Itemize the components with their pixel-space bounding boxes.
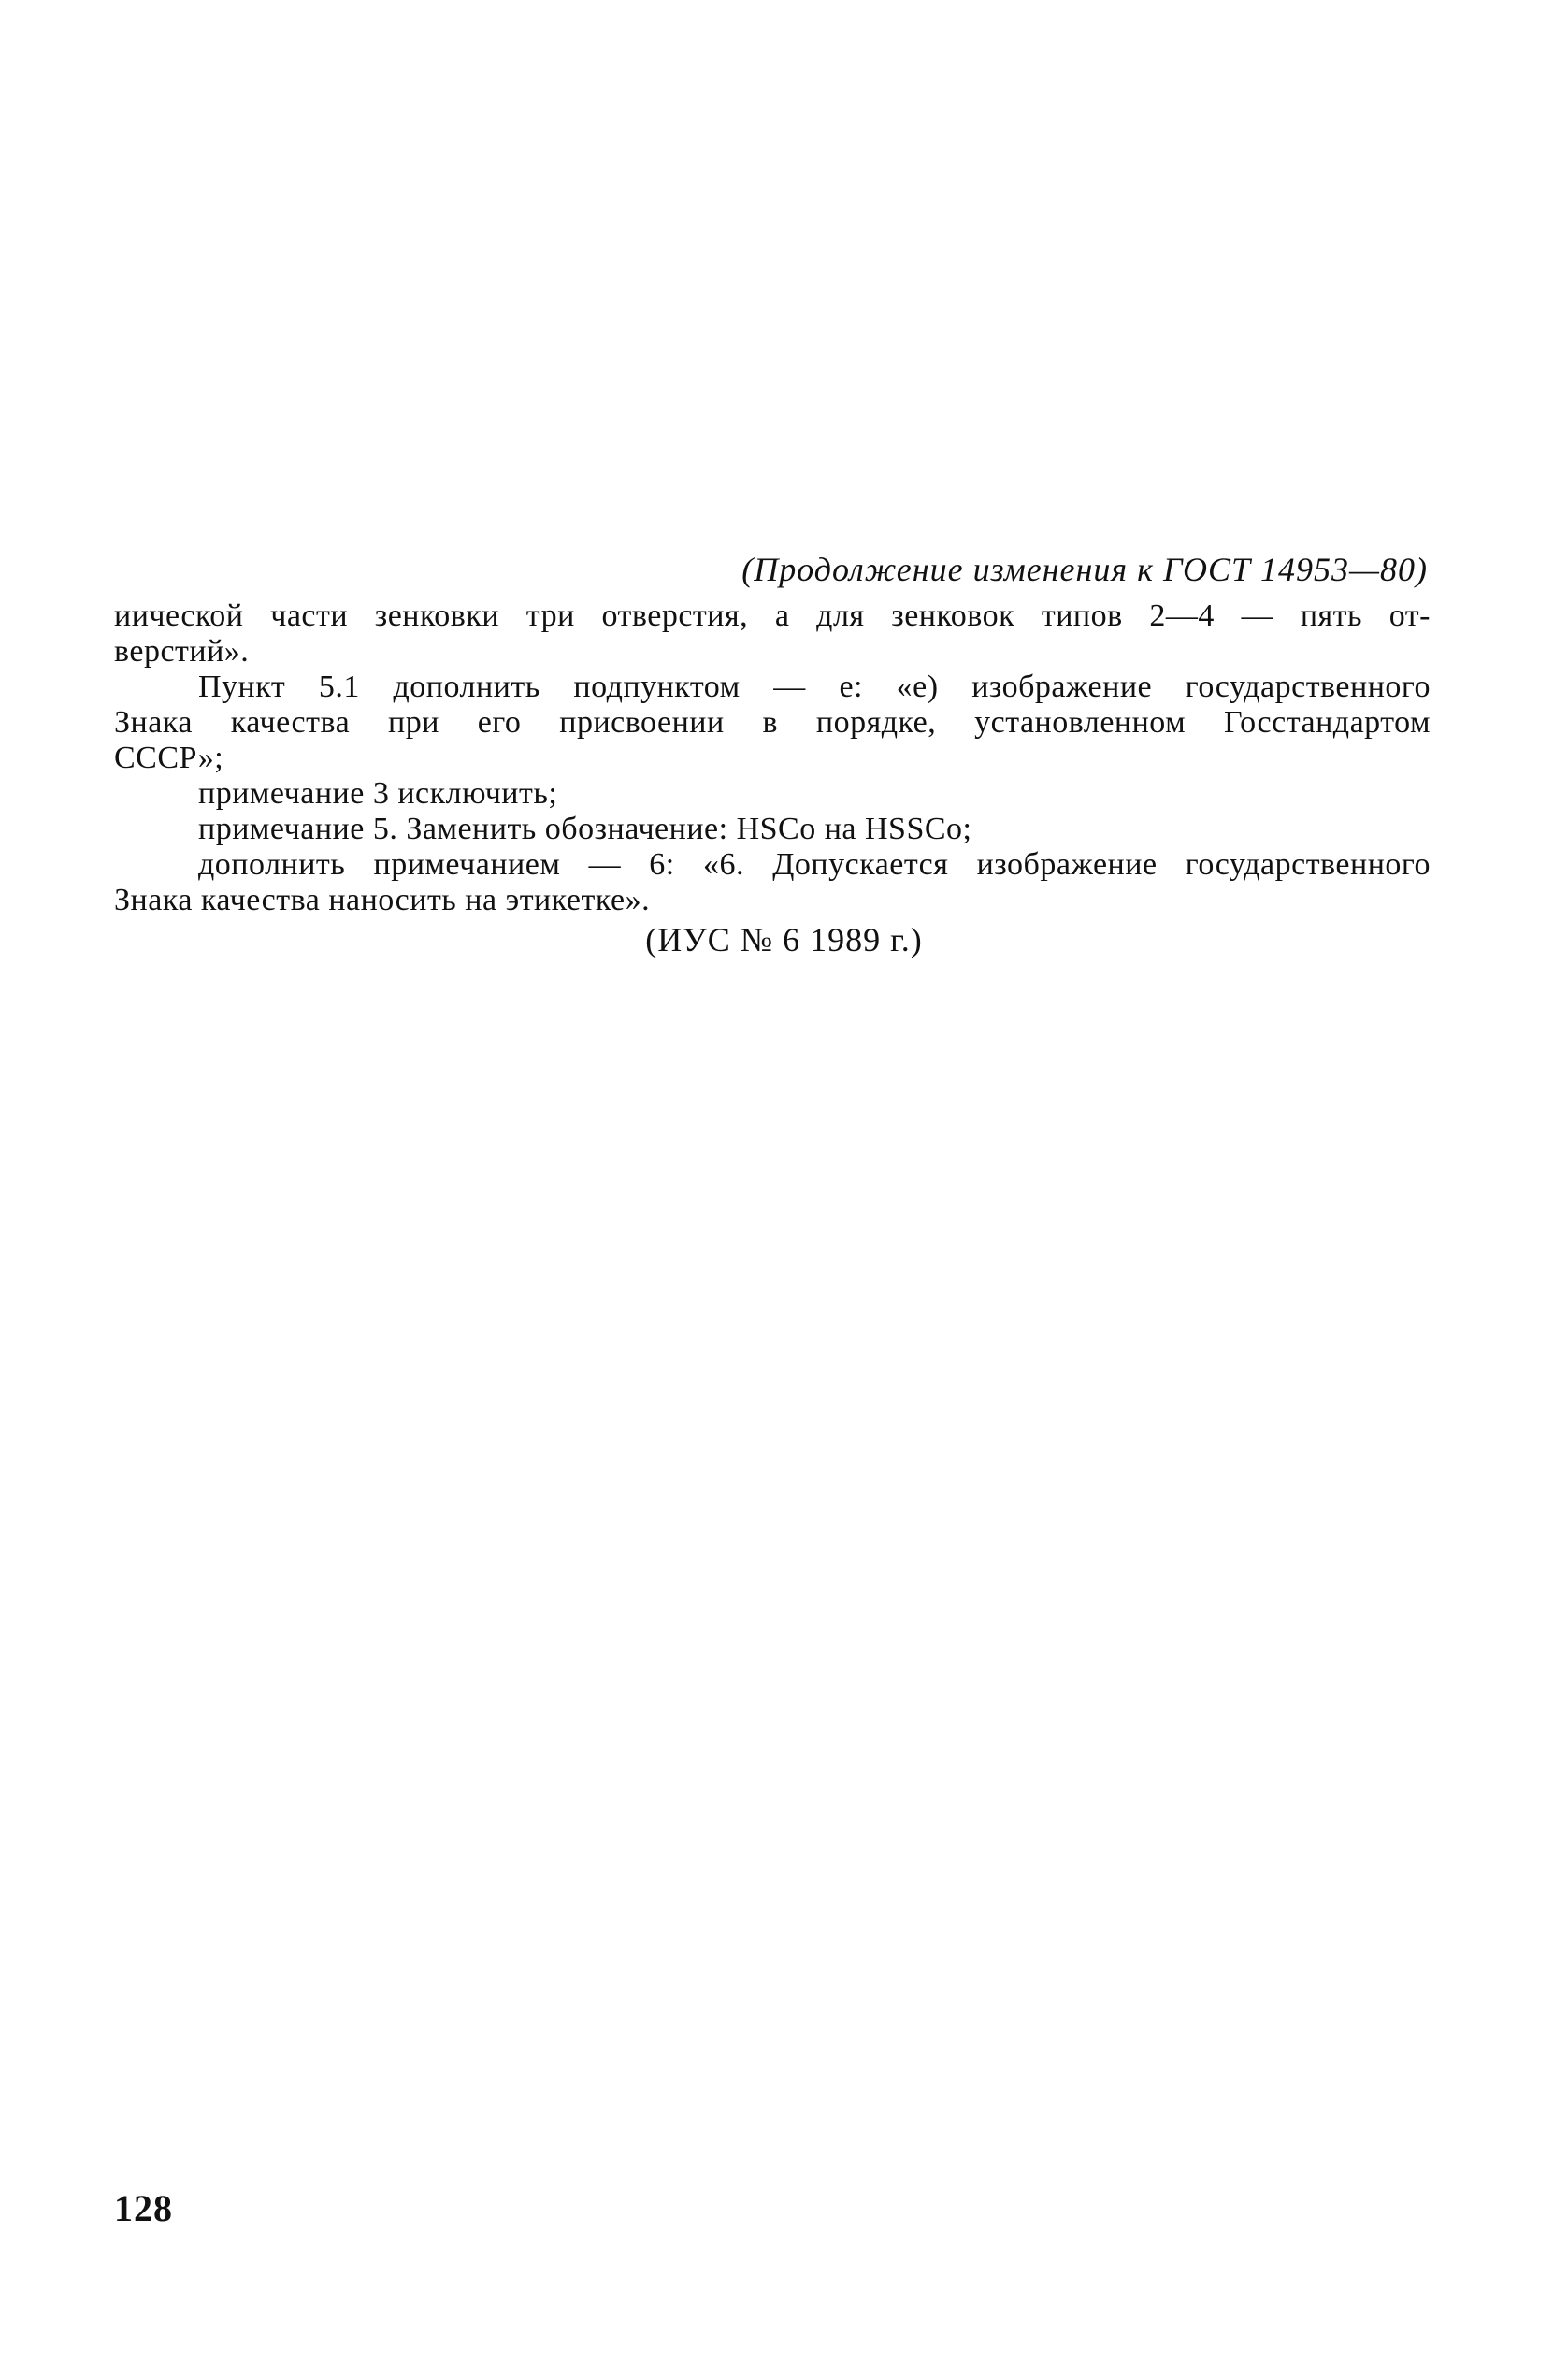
text-line: примечание 5. Заменить обозначение: HSCo на HSSCo;: [198, 812, 972, 846]
text-line: примечание 3 исключить;: [198, 776, 558, 811]
text-line: Знака качества при его присвоении в порядке, установленном Госстандартом: [114, 705, 1431, 740]
publication-reference: (ИУС № 6 1989 г.): [645, 921, 923, 958]
page-number: 128: [114, 2187, 173, 2229]
text-line: дополнить примечанием — 6: «6. Допускается изображение государственного: [198, 847, 1431, 882]
text-line: верстий».: [114, 634, 250, 669]
amendment-text: [114, 598, 1431, 918]
continuation-header: (Продолжение изменения к ГОСТ 14953—80): [741, 551, 1428, 588]
text-line: Пункт 5.1 дополнить подпунктом — е: «е) изображение государственного: [198, 670, 1431, 704]
text-line: иической части зенковки три отверстия, а для зенковок типов 2—4 — пять от-: [114, 598, 1431, 633]
text-line: СССР»;: [114, 741, 224, 775]
text-line: Знака качества наносить на этикетке».: [114, 883, 651, 917]
